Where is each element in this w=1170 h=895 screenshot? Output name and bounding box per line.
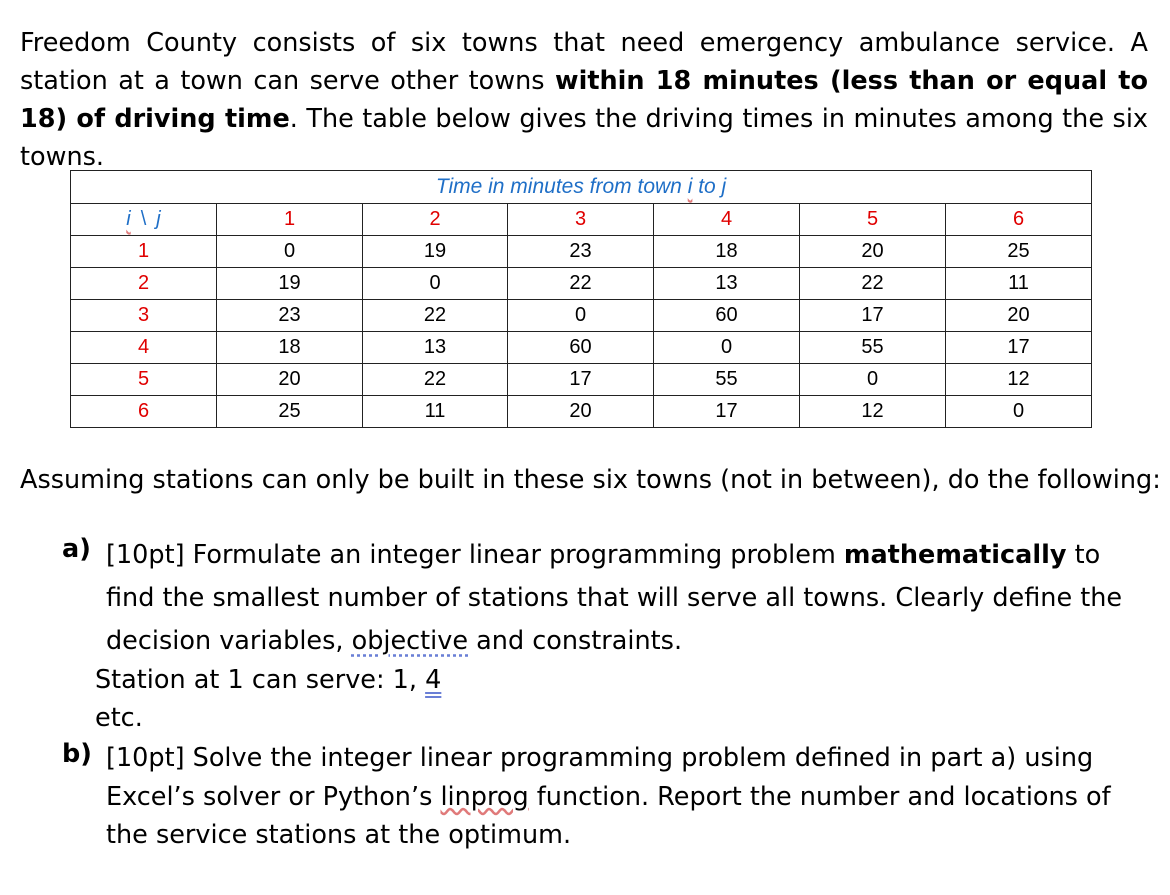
table-cell: 11 — [363, 396, 508, 428]
row-header: 5 — [71, 364, 217, 396]
table-cell: 17 — [654, 396, 800, 428]
table-cell: 23 — [508, 236, 654, 268]
row-header: 2 — [71, 268, 217, 300]
question-b-label: b) — [62, 739, 92, 769]
table-cell: 17 — [508, 364, 654, 396]
note-line-2: etc. — [95, 703, 143, 733]
table-cell: 18 — [654, 236, 800, 268]
driving-times-table — [70, 170, 1092, 428]
table-cell: 23 — [217, 300, 363, 332]
table-cell: 19 — [363, 236, 508, 268]
table-cell: 22 — [800, 268, 946, 300]
table-cell: 0 — [508, 300, 654, 332]
table-caption: Time in minutes from town i to j — [71, 171, 1092, 204]
table-cell: 18 — [217, 332, 363, 364]
table-cell: 19 — [217, 268, 363, 300]
table-cell: 22 — [363, 364, 508, 396]
question-a — [62, 534, 1142, 654]
table-cell: 20 — [508, 396, 654, 428]
table-row — [71, 236, 1092, 268]
question-a-text: [10pt] Formulate an integer linear programming problem mathematically to find the smallest number of stations that will serve all towns. Clearly define the decision variables, objective and constraints. — [106, 540, 1123, 656]
row-header: 1 — [71, 236, 217, 268]
table-cell: 17 — [946, 332, 1092, 364]
table-cell: 0 — [217, 236, 363, 268]
row-header: 6 — [71, 396, 217, 428]
table-cell: 0 — [654, 332, 800, 364]
assumption-text: Assuming stations can only be built in these six towns (not in between), do the following: — [20, 465, 1161, 495]
table-cell: 60 — [508, 332, 654, 364]
table-cell: 11 — [946, 268, 1092, 300]
table-cell: 60 — [654, 300, 800, 332]
column-header: 2 — [363, 204, 508, 236]
table-cell: 20 — [946, 300, 1092, 332]
table-cell: 25 — [217, 396, 363, 428]
table-cell: 20 — [800, 236, 946, 268]
table-row — [71, 332, 1092, 364]
table-header-row — [71, 204, 1092, 236]
table-cell: 0 — [946, 396, 1092, 428]
table-cell: 55 — [654, 364, 800, 396]
column-header: 3 — [508, 204, 654, 236]
table-row — [71, 396, 1092, 428]
question-b — [62, 739, 1142, 859]
table-cell: 22 — [363, 300, 508, 332]
note-line-1: Station at 1 can serve: 1, 4 — [95, 665, 442, 695]
column-header: 4 — [654, 204, 800, 236]
table-cell: 0 — [363, 268, 508, 300]
table-cell: 12 — [800, 396, 946, 428]
table-cell: 0 — [800, 364, 946, 396]
table-caption-row — [71, 171, 1092, 204]
table-cell: 13 — [654, 268, 800, 300]
table-cell: 20 — [217, 364, 363, 396]
column-header: 6 — [946, 204, 1092, 236]
row-header: 4 — [71, 332, 217, 364]
table-row — [71, 268, 1092, 300]
intro-paragraph: Freedom County consists of six towns that need emergency ambulance service. A station at a town can serve other towns within 18 minutes (less than or equal to 18) of driving time. The table below gives the driving times in minutes among the six towns. — [20, 28, 1148, 172]
intro-emphasis: within 18 minutes (less than or equal to 18) of driving time — [20, 66, 1148, 134]
table-row — [71, 364, 1092, 396]
table-cell: 13 — [363, 332, 508, 364]
table-cell: 17 — [800, 300, 946, 332]
row-header: 3 — [71, 300, 217, 332]
column-header: 1 — [217, 204, 363, 236]
corner-cell: i \ j — [71, 204, 217, 236]
table-cell: 12 — [946, 364, 1092, 396]
table-cell: 22 — [508, 268, 654, 300]
table-cell: 25 — [946, 236, 1092, 268]
column-header: 5 — [800, 204, 946, 236]
table-cell: 55 — [800, 332, 946, 364]
table-row — [71, 300, 1092, 332]
question-b-text: [10pt] Solve the integer linear programming problem defined in part a) using Excel’s solver or Python’s linprog function. Report the number and locations of the service stations at the optimum. — [106, 743, 1111, 850]
question-a-label: a) — [62, 534, 91, 564]
